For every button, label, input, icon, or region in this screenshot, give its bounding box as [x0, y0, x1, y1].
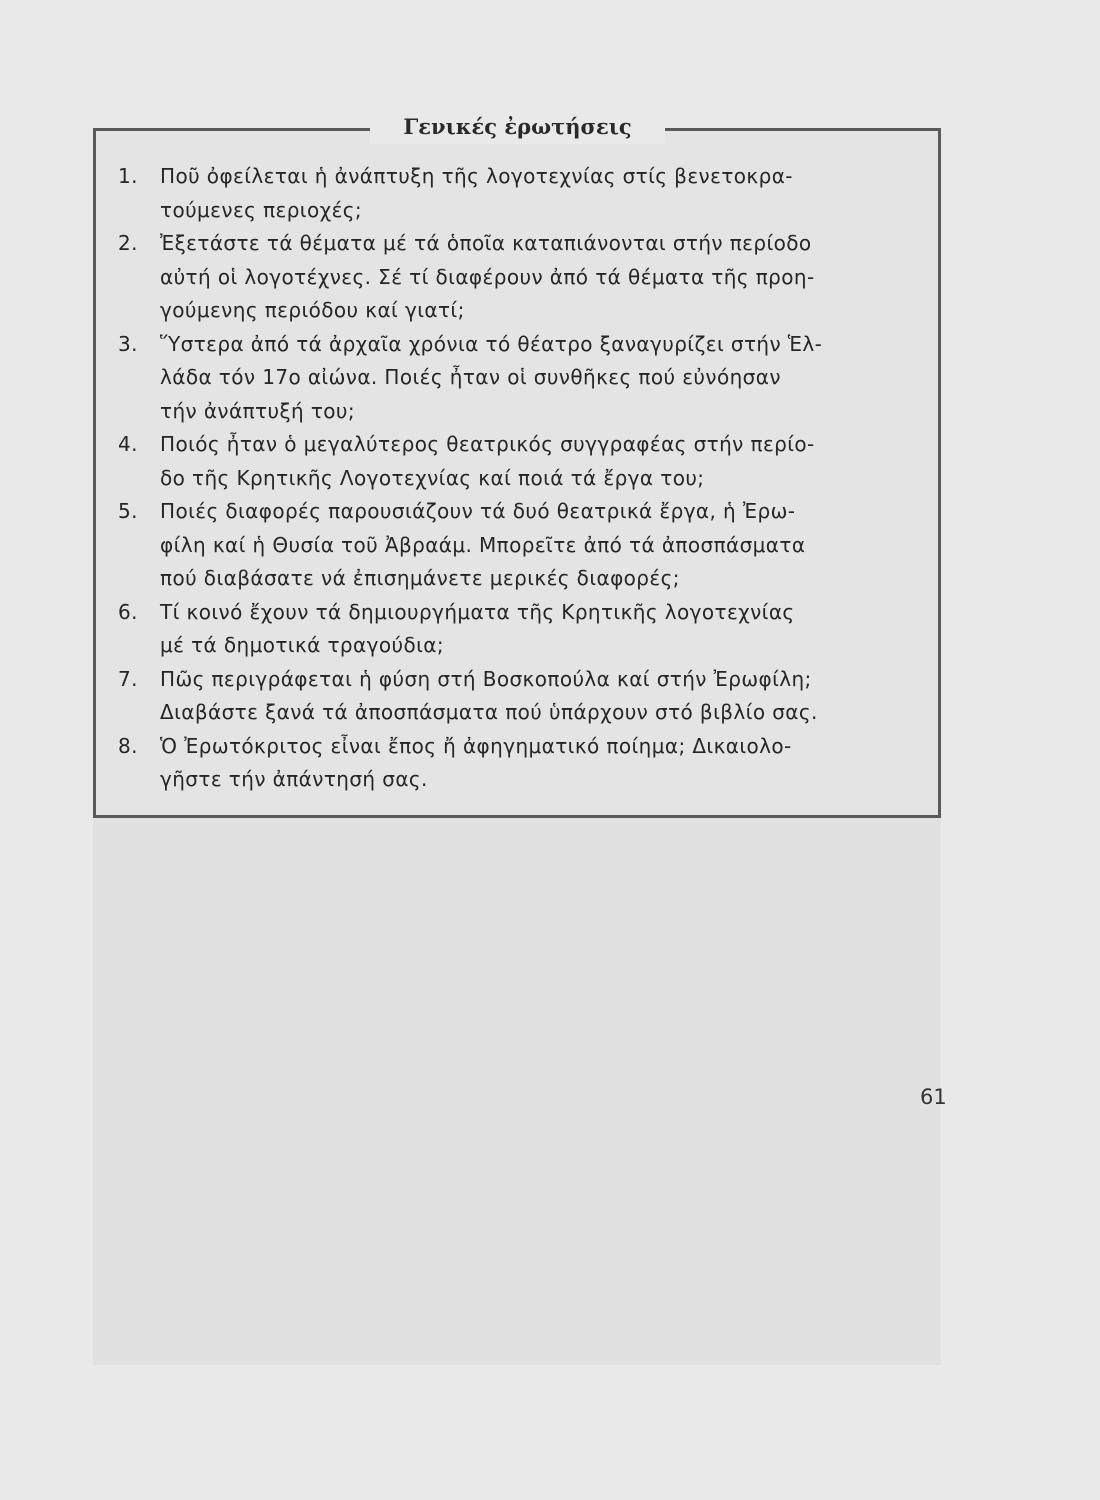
question-item — [118, 730, 918, 797]
question-text: Ἐξετάστε τά θέματα μέ τά ὁποῖα καταπιάνονται στήν περίοδο αὐτή οἱ λογοτέχνες. Σέ τί διαφέρουν ἀπό τά θέματα τῆς προη- γούμενης περιόδου καί γιατί; — [160, 231, 815, 322]
question-number: 4. — [118, 432, 138, 456]
question-item — [118, 495, 918, 596]
page-number: 61 — [920, 1085, 947, 1109]
question-text: Ποιές διαφορές παρουσιάζουν τά δυό θεατρικά ἔργα, ἡ Ἐρω- φίλη καί ἡ Θυσία τοῦ Ἀβραάμ. Μπορεῖτε ἀπό τά ἀποσπάσματα πού διαβάσατε νά ἐπισημάνετε μερικές διαφορές; — [160, 499, 806, 590]
questions-list — [118, 160, 918, 797]
section-heading: Γενικές ἐρωτήσεις — [370, 110, 665, 144]
question-item — [118, 160, 918, 227]
question-item — [118, 596, 918, 663]
question-item — [118, 428, 918, 495]
question-number: 3. — [118, 331, 138, 356]
question-text: Ποιός ἦταν ὁ μεγαλύτερος θεατρικός συγγραφέας στήν περίο- δο τῆς Κρητικῆς Λογοτεχνίας καί ποιά τά ἔργα του; — [160, 432, 815, 490]
question-text: Ὁ Ἐρωτόκριτος εἶναι ἔπος ἤ ἀφηγηματικό ποίημα; Δικαιολο- γῆστε τήν ἀπάντησή σας. — [160, 733, 792, 791]
question-number: 8. — [118, 733, 138, 758]
question-number: 2. — [118, 231, 138, 255]
question-text: Ποῦ ὀφείλεται ἡ ἀνάπτυξη τῆς λογοτεχνίας στίς βενετοκρα- τούμενες περιοχές; — [160, 164, 793, 222]
question-text: Ὕστερα ἀπό τά ἀρχαῖα χρόνια τό θέατρο ξαναγυρίζει στήν Ἑλ- λάδα τόν 17ο αἰώνα. Ποιές ἦταν οἱ συνθῆκες πού εὐνόησαν τήν ἀνάπτυξή του; — [160, 331, 823, 423]
question-number: 6. — [118, 599, 138, 624]
question-number: 5. — [118, 499, 138, 523]
question-item — [118, 663, 918, 730]
question-text: Τί κοινό ἔχουν τά δημιουργήματα τῆς Κρητικῆς λογοτεχνίας μέ τά δημοτικά τραγούδια; — [160, 599, 795, 657]
question-number: 7. — [118, 666, 138, 691]
question-number: 1. — [118, 164, 138, 188]
question-item — [118, 227, 918, 328]
question-item — [118, 328, 918, 429]
question-text: Πῶς περιγράφεται ἡ φύση στή Βοσκοπούλα καί στήν Ἐρωφίλη; Διαβάστε ξανά τά ἀποσπάσματα πού ὑπάρχουν στό βιβλίο σας. — [160, 666, 818, 724]
